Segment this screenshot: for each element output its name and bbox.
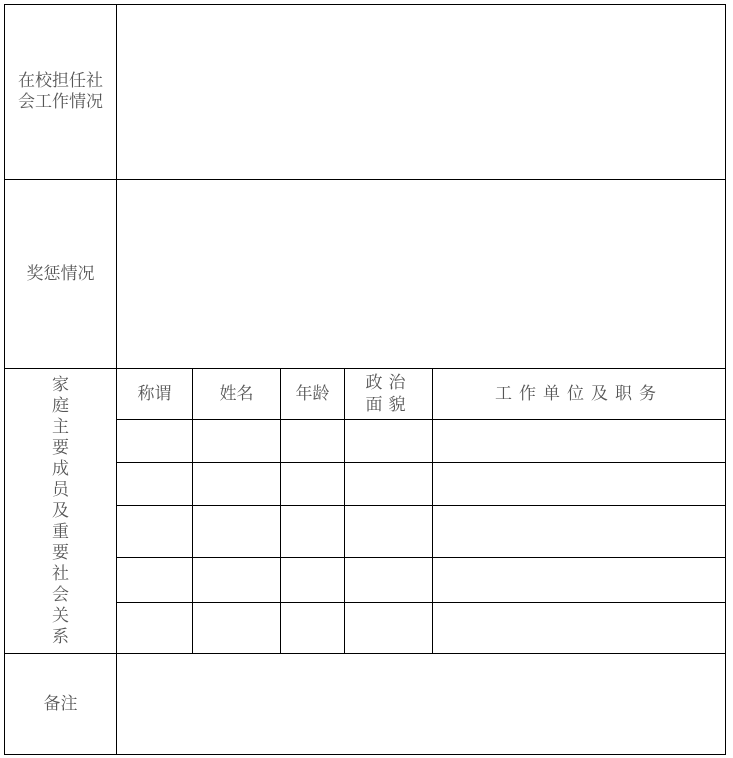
family-age-cell[interactable] bbox=[281, 506, 345, 558]
family-work-unit-cell[interactable] bbox=[433, 420, 726, 463]
family-political-cell[interactable] bbox=[345, 463, 433, 506]
header-age-text: 年龄 bbox=[295, 383, 330, 404]
family-label: 家庭主要成员及重要社会关系 bbox=[52, 374, 69, 647]
family-name-cell[interactable] bbox=[193, 463, 281, 506]
header-political-status bbox=[345, 369, 433, 420]
social-work-content-cell[interactable] bbox=[117, 5, 726, 180]
family-name-cell[interactable] bbox=[193, 603, 281, 654]
header-relation-text: 称谓 bbox=[137, 383, 172, 404]
family-header-row bbox=[5, 369, 726, 420]
family-age-cell[interactable] bbox=[281, 463, 345, 506]
rewards-content-cell[interactable] bbox=[117, 180, 726, 369]
family-political-cell[interactable] bbox=[345, 603, 433, 654]
family-relation-cell[interactable] bbox=[117, 420, 193, 463]
family-political-cell[interactable] bbox=[345, 558, 433, 603]
rewards-label-cell bbox=[5, 180, 117, 369]
family-relation-cell[interactable] bbox=[117, 603, 193, 654]
family-name-cell[interactable] bbox=[193, 420, 281, 463]
family-work-unit-cell[interactable] bbox=[433, 506, 726, 558]
family-relation-cell[interactable] bbox=[117, 506, 193, 558]
header-age bbox=[281, 369, 345, 420]
social-work-label-cell bbox=[5, 5, 117, 180]
header-name bbox=[193, 369, 281, 420]
header-political-status-text: 政治面貌 bbox=[365, 373, 412, 415]
family-work-unit-cell[interactable] bbox=[433, 603, 726, 654]
header-work-unit bbox=[433, 369, 726, 420]
family-relation-cell[interactable] bbox=[117, 463, 193, 506]
remarks-label-cell bbox=[5, 654, 117, 755]
family-relation-cell[interactable] bbox=[117, 558, 193, 603]
family-label-cell bbox=[5, 369, 117, 654]
family-name-cell[interactable] bbox=[193, 558, 281, 603]
social-work-label: 在校担任社会工作情况 bbox=[18, 71, 103, 112]
registration-form-sheet bbox=[4, 4, 725, 754]
header-relation bbox=[117, 369, 193, 420]
row-social-work bbox=[5, 5, 726, 180]
remarks-content-cell[interactable] bbox=[117, 654, 726, 755]
family-age-cell[interactable] bbox=[281, 558, 345, 603]
row-remarks bbox=[5, 654, 726, 755]
family-age-cell[interactable] bbox=[281, 603, 345, 654]
family-work-unit-cell[interactable] bbox=[433, 558, 726, 603]
row-rewards bbox=[5, 180, 726, 369]
family-age-cell[interactable] bbox=[281, 420, 345, 463]
remarks-label: 备注 bbox=[43, 693, 78, 714]
family-political-cell[interactable] bbox=[345, 420, 433, 463]
header-work-unit-text: 工作单位及职务 bbox=[495, 383, 664, 404]
header-name-text: 姓名 bbox=[219, 383, 254, 404]
family-work-unit-cell[interactable] bbox=[433, 463, 726, 506]
rewards-label: 奖惩情况 bbox=[26, 263, 95, 284]
family-political-cell[interactable] bbox=[345, 506, 433, 558]
family-name-cell[interactable] bbox=[193, 506, 281, 558]
registration-form-table bbox=[4, 4, 726, 755]
